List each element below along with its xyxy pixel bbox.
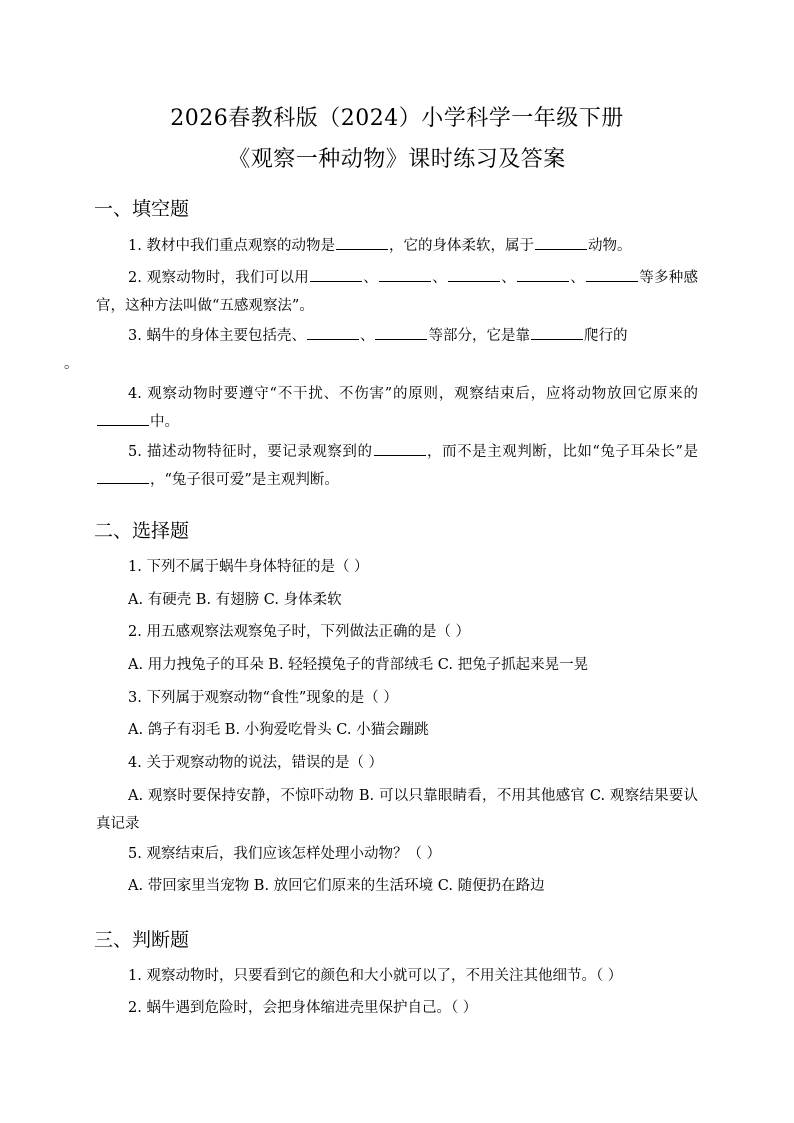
choice-options-2: A. 用力拽兔子的耳朵 B. 轻轻摸兔子的背部绒毛 C. 把兔子抓起来晃一晃: [128, 657, 589, 673]
choice-question-3: 3. 下列属于观察动物“食性”现象的是（ ）: [128, 690, 398, 706]
section-heading-multiple-choice: 二、选择题: [94, 520, 190, 542]
choice-question-5: 5. 观察结束后，我们应该怎样处理小动物？（ ）: [128, 846, 442, 862]
answer-blank[interactable]: [535, 234, 587, 250]
q-text: ，它的身体柔软，属于: [388, 238, 534, 254]
section-heading-fill-blank: 一、填空题: [94, 198, 190, 220]
q-text: 、: [570, 270, 586, 286]
q-text: 2. 观察动物时，我们可以用: [128, 270, 309, 286]
q-text: 中。: [150, 414, 179, 430]
doc-title-line2: 《观察一种动物》课时练习及答案: [228, 147, 566, 172]
answer-blank[interactable]: [97, 468, 149, 484]
q-text: ，而不是主观判断，比如“兔子耳朵长”是: [426, 444, 698, 460]
answer-blank[interactable]: [374, 440, 426, 456]
q-text: 等部分，它是靠: [428, 328, 530, 344]
q-text: 、: [359, 328, 375, 344]
judge-question-1: 1. 观察动物时，只要看到它的颜色和大小就可以了，不用关注其他细节。（ ）: [128, 968, 623, 984]
choice-question-1: 1. 下列不属于蜗牛身体特征的是（ ）: [128, 559, 369, 575]
choice-options-5: A. 带回家里当宠物 B. 放回它们原来的生活环境 C. 随便扔在路边: [128, 878, 545, 894]
answer-blank[interactable]: [97, 410, 149, 426]
answer-blank[interactable]: [448, 266, 500, 282]
answer-blank[interactable]: [375, 324, 427, 340]
fill-question-5: [96, 438, 698, 494]
choice-options-4: A. 观察时要保持安静，不惊吓动物 B. 可以只靠眼睛看，不用其他感官 C. 观察结果要认真记录: [96, 788, 698, 832]
answer-blank[interactable]: [307, 324, 359, 340]
q-text: 、: [362, 270, 378, 286]
q-text: ，“兔子很可爱”是主观判断。: [150, 472, 339, 488]
judge-question-2: 2. 蜗牛遇到危险时，会把身体缩进壳里保护自己。（ ）: [128, 1000, 478, 1016]
q-text: 。: [64, 356, 79, 372]
q-text: 、: [431, 270, 447, 286]
choice-options-3: A. 鸽子有羽毛 B. 小狗爱吃骨头 C. 小猫会蹦跳: [128, 722, 429, 738]
fill-question-4: [96, 380, 698, 436]
fill-question-3: [64, 322, 698, 378]
q-text: 5. 描述动物特征时，要记录观察到的: [128, 444, 373, 460]
q-text: 等多种感官，这种方法叫做“五感观察法”。: [96, 270, 699, 314]
answer-blank[interactable]: [517, 266, 569, 282]
q-text: 、: [501, 270, 517, 286]
answer-blank[interactable]: [336, 234, 388, 250]
doc-title-line1: 2026春教科版（2024）小学科学一年级下册: [170, 106, 624, 131]
answer-blank[interactable]: [586, 266, 638, 282]
answer-blank[interactable]: [310, 266, 362, 282]
q-text: 1. 教材中我们重点观察的动物是: [128, 238, 335, 254]
answer-blank[interactable]: [531, 324, 583, 340]
fill-question-1: [96, 232, 698, 260]
choice-options-1: A. 有硬壳 B. 有翅膀 C. 身体柔软: [128, 592, 342, 608]
choice-question-4: 4. 关于观察动物的说法，错误的是（ ）: [128, 755, 384, 771]
fill-question-2: [96, 264, 698, 320]
section-heading-true-false: 三、判断题: [94, 929, 190, 951]
q-text: 3. 蜗牛的身体主要包括壳、: [128, 328, 306, 344]
choice-question-2: 2. 用五感观察法观察兔子时，下列做法正确的是（ ）: [128, 624, 471, 640]
q-text: 4. 观察动物时要遵守“不干扰、不伤害”的原则，观察结束后，应将动物放回它原来的: [128, 386, 698, 402]
answer-blank[interactable]: [379, 266, 431, 282]
q-text: 爬行的: [583, 328, 628, 344]
q-text: 动物。: [587, 238, 632, 254]
